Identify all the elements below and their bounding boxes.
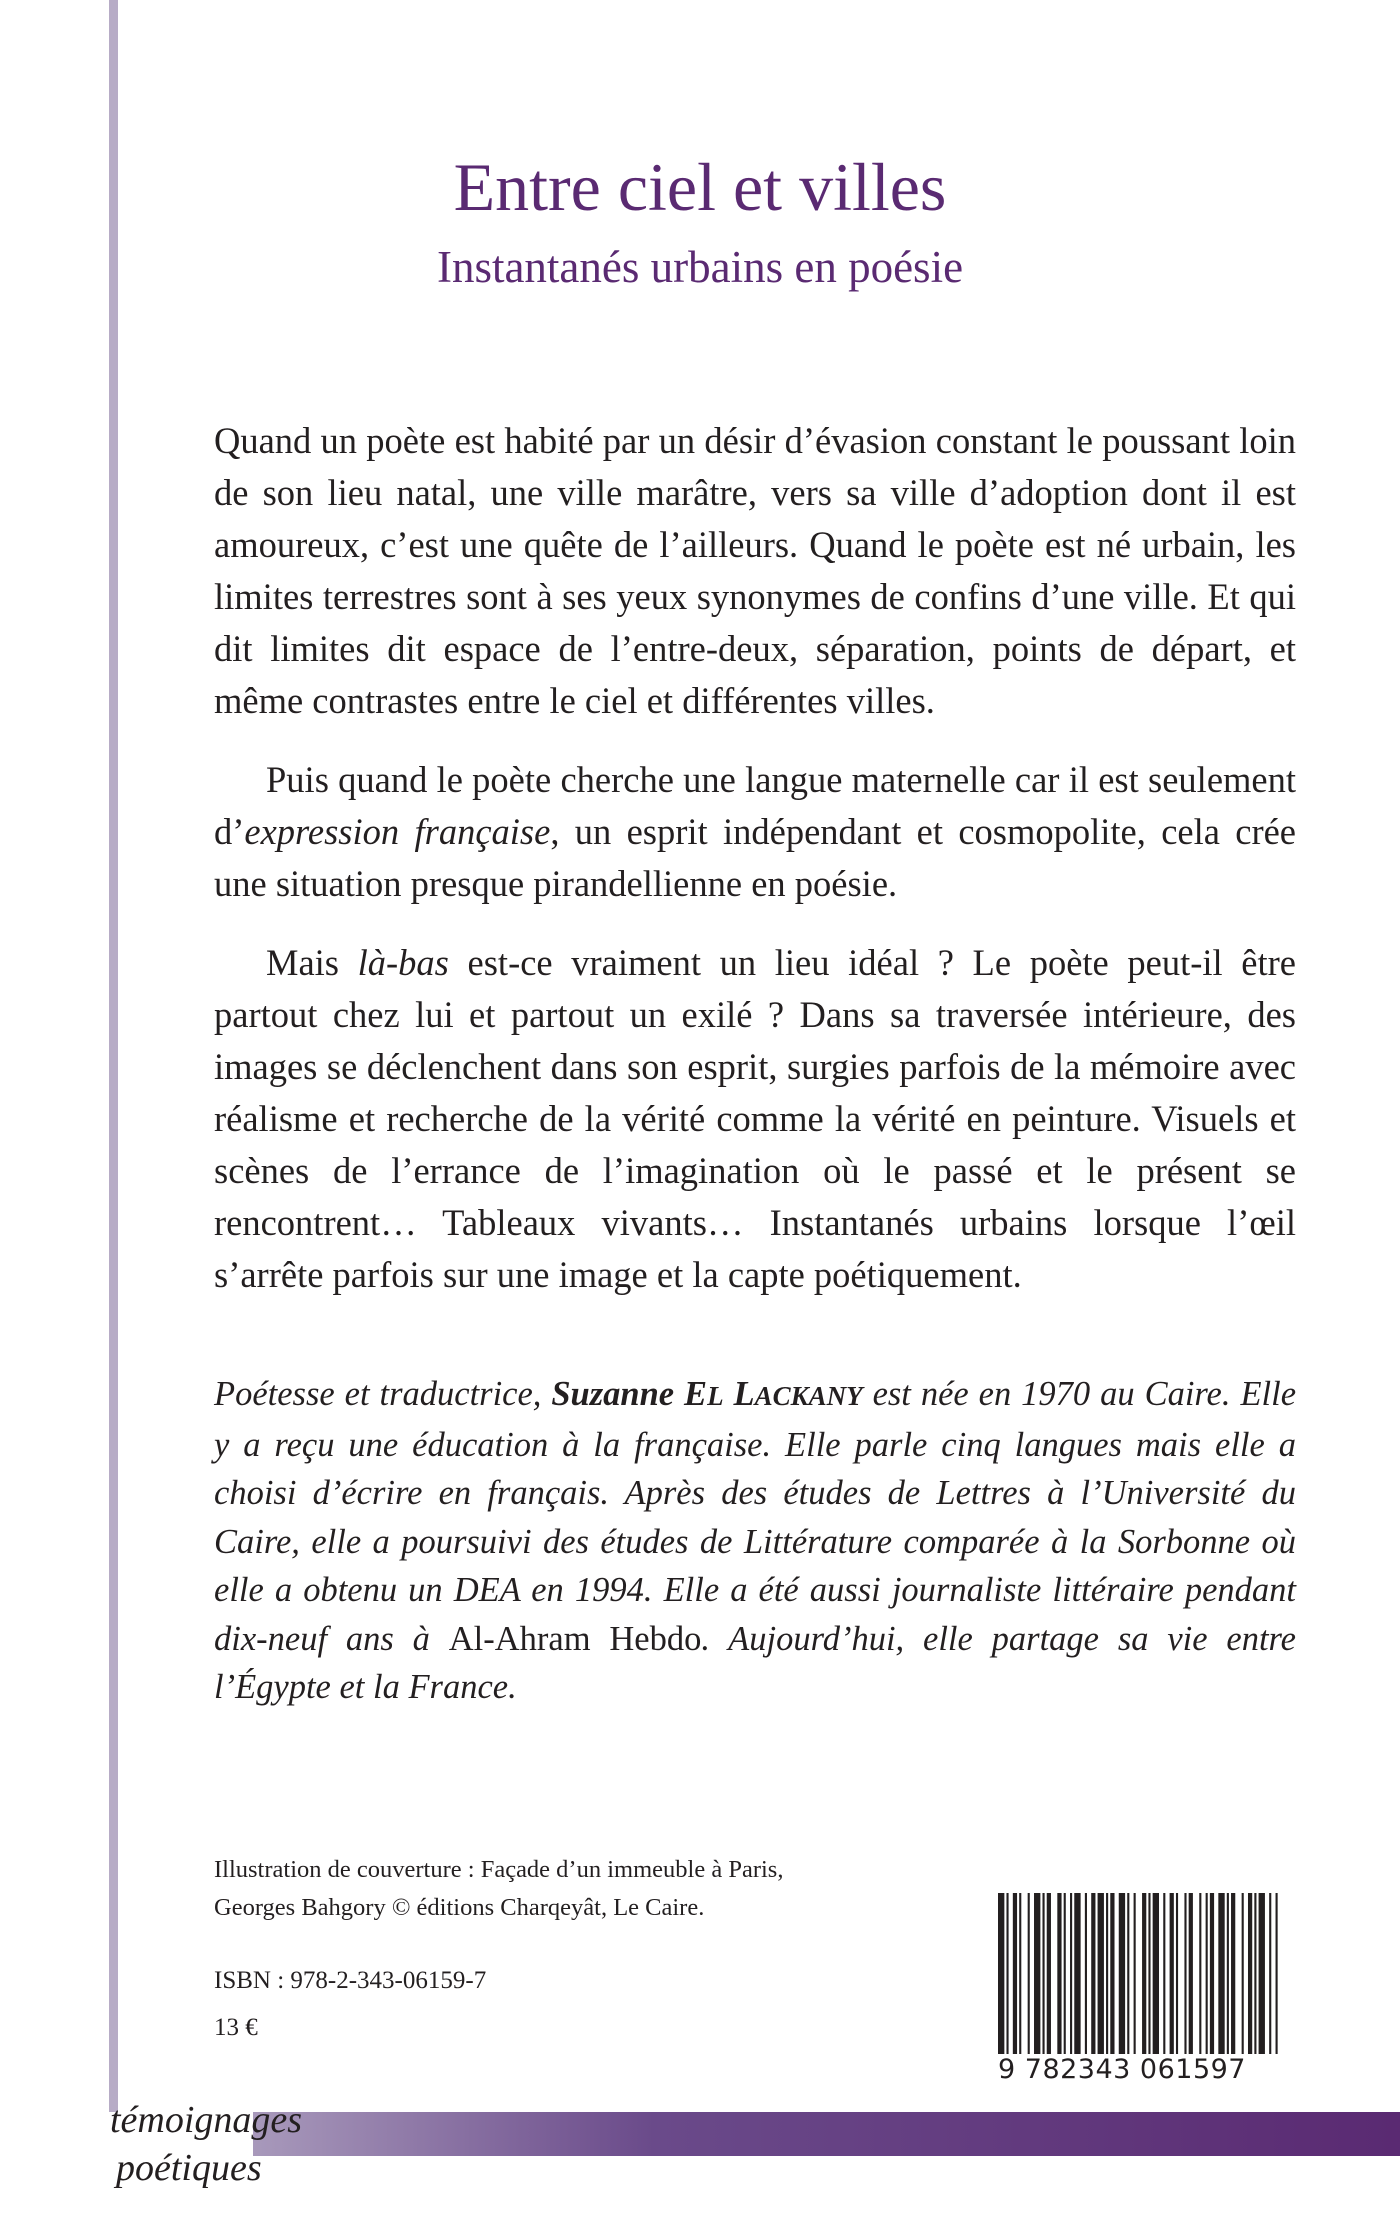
barcode-bar (1119, 1893, 1125, 2054)
credit-line-2: Georges Bahgory © éditions Charqeyât, Le Caire. (214, 1894, 705, 1921)
barcode-bar (1206, 1893, 1208, 2054)
barcode-bar (1176, 1893, 1178, 2054)
barcode-digits: 9 782343 061597 (998, 2054, 1246, 2085)
barcode-bar (1248, 1893, 1252, 2054)
barcode-bar (1218, 1893, 1224, 2054)
price: 13 € (214, 2014, 258, 2041)
bio-text-b: . Aujourd’hui, elle partage sa vie entre l’Égypte et la France. (214, 1619, 1296, 1706)
barcode-bar (1142, 1893, 1146, 2054)
barcode-bar (1227, 1893, 1229, 2054)
bio-text-a: est née en 1970 au Caire. Elle y a reçu une éducation à la française. Elle parle cinq langues mais elle a choisi d’écrire en français. Après des études de Lettres à l’Université du Caire, elle a poursuivi des études de Littérature comparée à la Sorbonne où elle a obtenu un DEA en 1994. Elle a été aussi journaliste littéraire pendant dix-neuf ans à (214, 1375, 1297, 1658)
author-first: Suzanne E (551, 1375, 708, 1413)
barcode-bar (1242, 1893, 1244, 2054)
barcode-bar (1047, 1893, 1051, 2054)
barcode-bar (1057, 1893, 1061, 2054)
barcode-bar (1254, 1893, 1256, 2054)
series-line-2: poétiques (116, 2147, 262, 2189)
barcode-bar (1269, 1893, 1271, 2054)
credit-line-1: Illustration de couverture : Façade d’un immeuble à Paris, (214, 1856, 784, 1883)
p3-text-a: Mais (266, 942, 358, 983)
barcode-bar (1210, 1893, 1214, 2054)
p2-emphasis: expression française (244, 811, 551, 852)
bottom-color-band (253, 2112, 1400, 2156)
author-name (551, 1375, 862, 1413)
barcode (998, 1893, 1284, 2054)
barcode-bar (1276, 1893, 1278, 2054)
barcode-bar (1098, 1893, 1104, 2054)
synopsis (214, 415, 1296, 1328)
book-title: Entre ciel et villes (453, 149, 947, 225)
author-sc1: L (707, 1381, 724, 1411)
p3-emphasis: là-bas (357, 942, 449, 983)
synopsis-paragraph-3 (214, 937, 1296, 1301)
barcode-bar (1074, 1893, 1080, 2054)
barcode-bar (1163, 1893, 1165, 2054)
barcode-bar (1013, 1893, 1017, 2054)
barcode-bar (1019, 1893, 1021, 2054)
p2-text-a: Puis quand le poète cherche une langue maternelle car il est seulement d’ (214, 759, 1296, 852)
bio-intro: Poétesse et traductrice, (214, 1375, 552, 1413)
barcode-bar (1170, 1893, 1174, 2054)
barcode-bar (1106, 1893, 1108, 2054)
barcode-bar (998, 1893, 1004, 2054)
barcode-bar (1085, 1893, 1087, 2054)
left-margin-rule (109, 0, 118, 2112)
author-sc2: ACKANY (754, 1381, 863, 1411)
barcode-bar (1134, 1893, 1136, 2054)
author-mid: L (723, 1375, 755, 1413)
synopsis-paragraph-1: Quand un poète est habité par un désir d’évasion constant le poussant loin de son lieu natal, une ville marâtre, vers sa ville d’adoption dont il est amoureux, c’est une quête de l’ailleurs. Quand le poète est né urbain, les limites terrestres sont à ses yeux synonymes de confins d’une ville. Et qui dit limites dit espace de l’entre-deux, séparation, points de départ, et même contrastes entre le ciel et différentes villes. (214, 420, 1296, 721)
barcode-bar (1064, 1893, 1066, 2054)
barcode-bar (1091, 1893, 1095, 2054)
isbn: ISBN : 978-2-343-06159-7 (214, 1967, 487, 1994)
barcode-bar (1042, 1893, 1044, 2054)
barcode-bar (1006, 1893, 1008, 2054)
barcode-bar (1189, 1893, 1193, 2054)
barcode-bar (1148, 1893, 1150, 2054)
barcode-bar (1034, 1893, 1040, 2054)
barcode-bar (1028, 1893, 1030, 2054)
author-bio (214, 1370, 1296, 1712)
barcode-bar (1184, 1893, 1186, 2054)
cover-credit (214, 1851, 914, 1927)
synopsis-paragraph-2 (214, 754, 1296, 910)
book-subtitle: Instantanés urbains en poésie (436, 242, 964, 292)
barcode-bar (1153, 1893, 1159, 2054)
barcode-bar (1127, 1893, 1129, 2054)
p3-text-b: est-ce vraiment un lieu idéal ? Le poète peut-il être partout chez lui et partout un exilé ? Dans sa traversée intérieure, des images se déclenchent dans son esprit, surgies parfois de la mémoire avec réalisme et recherche de la vérité comme la vérité en peinture. Visuels et scènes de l’errance de l’imagination où le passé et le présent se rencontrent… Tableaux vivants… Instantanés urbains lorsque l’œil s’arrête parfois sur une image et la capte poétiquement. (214, 942, 1296, 1295)
barcode-bar (1070, 1893, 1072, 2054)
p2-text-b: , un esprit indépendant et cosmopolite, cela crée une situation presque pirandellienne en poésie. (214, 811, 1297, 904)
barcode-bar (1231, 1893, 1235, 2054)
barcode-bar (1110, 1893, 1114, 2054)
bio-newspaper: Al-Ahram Hebdo (448, 1619, 702, 1658)
series-line-1: témoignages (110, 2099, 303, 2141)
barcode-bar (1199, 1893, 1201, 2054)
barcode-bar (1259, 1893, 1265, 2054)
series-name (110, 2096, 302, 2192)
